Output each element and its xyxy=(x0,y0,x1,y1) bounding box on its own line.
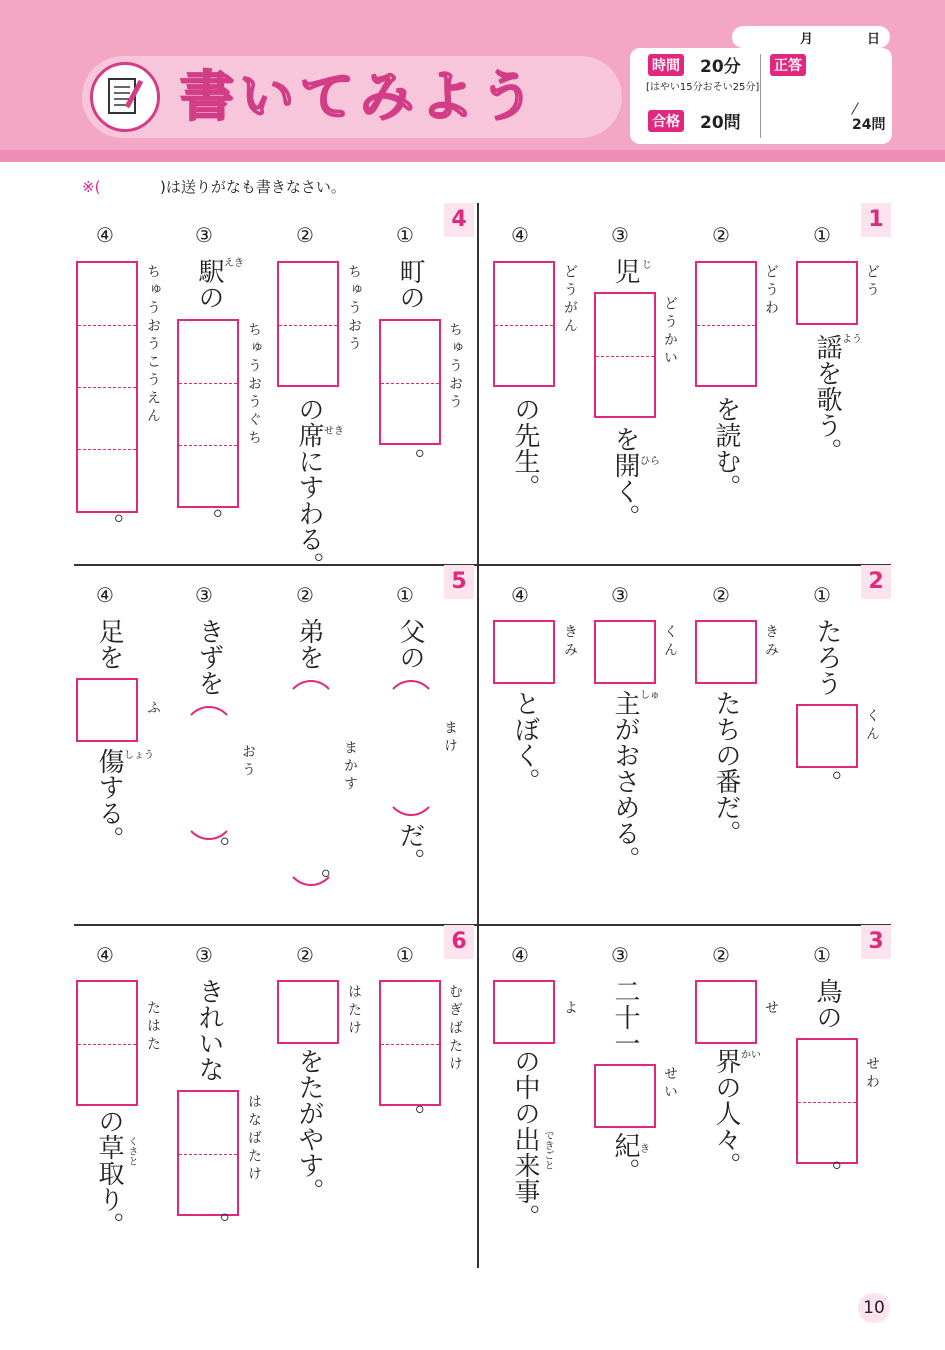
s5-q1-paren-open xyxy=(384,680,438,740)
s2-q4-answer-box[interactable] xyxy=(493,620,555,684)
s4-q1-ruby: ちゅうおう xyxy=(447,322,463,412)
instruction xyxy=(82,176,346,197)
s5-q2-paren-open xyxy=(284,680,338,740)
date-field[interactable] xyxy=(732,26,890,48)
s1-q4-ruby: どうがん xyxy=(562,264,578,336)
row-divider-2 xyxy=(74,924,891,926)
s6-q1-text: 。 xyxy=(395,1104,425,1130)
instruction-mark: ※( xyxy=(82,178,101,196)
s6-q4-text: の草取り。 xyxy=(94,1108,124,1238)
s1-q2-number: ② xyxy=(712,223,730,247)
s3-q2-number: ② xyxy=(712,943,730,967)
pass-value: 20問 xyxy=(700,113,741,133)
s1-q1-answer-box[interactable] xyxy=(796,261,858,325)
s6-q3-pre: きれいな xyxy=(194,978,224,1082)
s3-q4-ruby: よ xyxy=(562,1000,578,1018)
correct-badge: 正答 xyxy=(770,54,806,76)
s1-q3-pre-ruby: じ xyxy=(642,260,652,271)
s1-q3-answer-box[interactable] xyxy=(594,292,656,418)
s2-q1-text: 。 xyxy=(812,770,842,796)
s5-q4-pre: 足を xyxy=(94,618,124,670)
s1-q4-text: の先生。 xyxy=(510,396,540,500)
s1-q3-yomi: ひら xyxy=(640,456,660,467)
s6-q3-text: 。 xyxy=(200,1212,230,1238)
s3-q1-answer-box[interactable] xyxy=(796,1038,858,1164)
s6-q2-number: ② xyxy=(296,943,314,967)
s4-q4-number: ④ xyxy=(96,223,114,247)
s4-q1-number: ① xyxy=(396,223,414,247)
s1-q3-pre: 児 xyxy=(610,258,640,284)
s3-q3-answer-box[interactable] xyxy=(594,1064,656,1128)
pass-badge: 合格 xyxy=(648,110,684,132)
s4-q4-ruby: ちゅうおうこうえん xyxy=(145,264,161,426)
pencil-memo-icon xyxy=(90,62,160,132)
s3-q3-number: ③ xyxy=(611,943,629,967)
s5-q4-ruby: ふ xyxy=(145,700,161,718)
section-2-number: 2 xyxy=(861,565,891,599)
s1-q3-number: ③ xyxy=(611,223,629,247)
s6-q2-ruby: はたけ xyxy=(346,984,362,1038)
s1-q1-number: ① xyxy=(813,223,831,247)
s6-q3-answer-box[interactable] xyxy=(177,1090,239,1216)
s2-q3-ruby: くん xyxy=(662,624,678,660)
s4-q1-pre: 町の xyxy=(395,258,425,310)
s4-q4-text: 。 xyxy=(94,513,124,539)
s4-q2-answer-box[interactable] xyxy=(277,261,339,387)
s3-q4-yomi: できごと xyxy=(542,1130,553,1170)
s3-q1-pre: 鳥の xyxy=(812,978,842,1030)
s2-q2-text: たちの番だ。 xyxy=(711,690,741,846)
s4-q2-text: の席にすわる。 xyxy=(294,396,324,578)
s6-q2-text: をたがやす。 xyxy=(294,1048,324,1204)
s5-q1-text: だ。 xyxy=(395,822,425,874)
s5-q2-number: ② xyxy=(296,583,314,607)
s6-q4-answer-box[interactable] xyxy=(76,980,138,1106)
s5-q4-yomi: しょう xyxy=(124,750,154,761)
s5-q4-number: ④ xyxy=(96,583,114,607)
s3-q2-ruby: せ xyxy=(763,1000,779,1018)
s3-q1-text: 。 xyxy=(812,1160,842,1186)
time-note: [はやい15分おそい25分] xyxy=(646,82,760,93)
s5-q2-text: 。 xyxy=(301,868,331,894)
s3-q2-yomi: かい xyxy=(741,1050,761,1061)
s4-q4-answer-box[interactable] xyxy=(76,261,138,513)
s4-q2-number: ② xyxy=(296,223,314,247)
s6-q4-number: ④ xyxy=(96,943,114,967)
s1-q3-ruby: どうかい xyxy=(662,296,678,368)
section-3-number: 3 xyxy=(861,925,891,959)
s3-q3-yomi: き xyxy=(640,1144,650,1155)
section-6-number: 6 xyxy=(444,925,474,959)
s2-q1-answer-box[interactable] xyxy=(796,704,858,768)
section-1-number: 1 xyxy=(861,203,891,237)
s6-q2-answer-box[interactable] xyxy=(277,980,339,1044)
day-label: 日 xyxy=(867,32,881,47)
s1-q2-ruby: どうわ xyxy=(763,264,779,318)
s2-q4-number: ④ xyxy=(511,583,529,607)
s2-q3-answer-box[interactable] xyxy=(594,620,656,684)
s2-q1-number: ① xyxy=(813,583,831,607)
s2-q3-yomi: しゅ xyxy=(640,690,660,701)
s3-q3-pre: 二十一 xyxy=(610,978,640,1056)
s5-q4-text: 傷する。 xyxy=(94,748,124,852)
s1-q2-text: を読む。 xyxy=(711,396,741,500)
s2-q1-ruby: くん xyxy=(864,708,880,744)
s5-q3-ruby: おう xyxy=(240,744,256,780)
s3-q1-number: ① xyxy=(813,943,831,967)
s3-q3-ruby: せい xyxy=(662,1066,678,1102)
s5-q3-paren-open xyxy=(182,706,236,766)
s6-q4-yomi: くさと xyxy=(126,1136,137,1166)
s4-q1-text: 。 xyxy=(395,448,425,474)
s1-q2-answer-box[interactable] xyxy=(695,261,757,387)
s4-q3-ruby: ちゅうおうぐち xyxy=(246,322,262,448)
s5-q1-paren-close xyxy=(384,756,438,816)
s1-q4-number: ④ xyxy=(511,223,529,247)
s5-q2-pre: 弟を xyxy=(294,618,324,670)
s1-q1-ruby: どう xyxy=(864,264,880,300)
month-label: 月 xyxy=(800,32,814,47)
instruction-text: )は送りがなも書きなさい。 xyxy=(159,178,346,196)
time-value: 20分 xyxy=(700,57,741,77)
s5-q4-answer-box[interactable] xyxy=(76,678,138,742)
s5-q1-ruby: まけ xyxy=(442,720,458,756)
s5-q1-number: ① xyxy=(396,583,414,607)
s3-q3-text: 紀。 xyxy=(610,1132,640,1184)
row-divider-1 xyxy=(74,564,891,566)
info-card xyxy=(630,48,892,144)
s3-q1-ruby: せわ xyxy=(864,1056,880,1092)
s1-q3-text: を開く。 xyxy=(610,426,640,530)
s2-q4-text: とぼく。 xyxy=(510,690,540,794)
s6-q3-ruby: はなばたけ xyxy=(246,1094,262,1184)
s5-q2-ruby: まかす xyxy=(342,740,358,794)
s5-q1-pre: 父の xyxy=(395,618,425,670)
s1-q1-yomi: よう xyxy=(842,334,862,345)
s2-q4-ruby: きみ xyxy=(562,624,578,660)
s3-q2-text: 界の人々。 xyxy=(711,1048,741,1178)
s6-q4-ruby: たはた xyxy=(145,1000,161,1054)
s4-q3-number: ③ xyxy=(195,223,213,247)
s6-q1-number: ① xyxy=(396,943,414,967)
s2-q2-ruby: きみ xyxy=(763,624,779,660)
s4-q2-ruby: ちゅうおう xyxy=(346,264,362,354)
s2-q1-pre: たろう xyxy=(812,618,842,696)
s6-q1-ruby: むぎばたけ xyxy=(447,984,463,1074)
s5-q3-paren-close xyxy=(182,780,236,840)
s4-q3-pre-ruby: えき xyxy=(224,258,244,269)
s4-q3-answer-box[interactable] xyxy=(177,319,239,508)
s4-q2-yomi: せき xyxy=(324,426,344,437)
s3-q4-answer-box[interactable] xyxy=(493,980,555,1044)
s3-q4-number: ④ xyxy=(511,943,529,967)
s2-q2-answer-box[interactable] xyxy=(695,620,757,684)
s6-q3-number: ③ xyxy=(195,943,213,967)
section-4-number: 4 xyxy=(444,203,474,237)
s6-q1-answer-box[interactable] xyxy=(379,980,441,1106)
s4-q3-text: 。 xyxy=(193,508,223,534)
s4-q3-pre: 駅の xyxy=(194,258,224,310)
s3-q2-answer-box[interactable] xyxy=(695,980,757,1044)
s5-q3-pre: きずを xyxy=(194,618,224,696)
s5-q3-number: ③ xyxy=(195,583,213,607)
time-badge: 時間 xyxy=(648,54,684,76)
s2-q2-number: ② xyxy=(712,583,730,607)
s2-q3-number: ③ xyxy=(611,583,629,607)
s1-q4-answer-box[interactable] xyxy=(493,261,555,387)
page-title: 書いてみよう xyxy=(180,65,540,128)
section-5-number: 5 xyxy=(444,565,474,599)
s2-q3-text: 主がおさめる。 xyxy=(610,690,640,872)
center-divider xyxy=(477,203,479,1268)
s1-q1-text: 謡を歌う。 xyxy=(812,334,842,464)
s3-q4-text: の中の出来事。 xyxy=(510,1048,540,1230)
page-number: 10 xyxy=(858,1293,890,1323)
header-strip xyxy=(0,150,945,162)
total-count: 24問 xyxy=(852,117,886,133)
s5-q3-text: 。 xyxy=(200,836,230,862)
s4-q1-answer-box[interactable] xyxy=(379,319,441,445)
